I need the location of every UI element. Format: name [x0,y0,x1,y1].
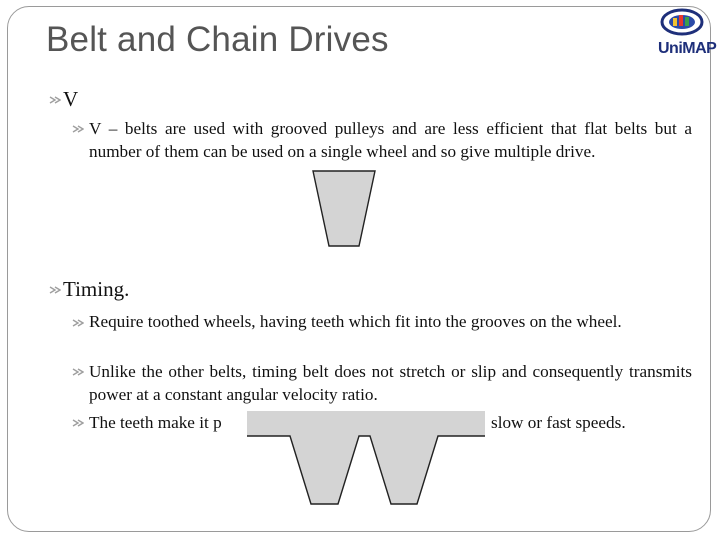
timing-teeth-text-end: slow or fast speeds. [491,413,626,432]
bullet-arrow-icon [72,418,84,428]
bullet-arrow-icon [49,95,61,105]
timing-no-slip-text: Unlike the other belts, timing belt does not stretch or slip and consequently transmits power at a constant angular velocity ratio. [89,362,692,404]
bullet-arrow-icon [72,124,84,134]
timing-belt-cross-section-image [246,410,486,506]
bullet-v: V [63,87,79,111]
timing-requirement-text: Require toothed wheels, having teeth which fit into the grooves on the wheel. [89,312,622,331]
slide-title: Belt and Chain Drives [46,20,389,59]
bullet-arrow-icon [49,285,61,295]
bullet-arrow-icon [72,367,84,377]
timing-teeth-text-start: The teeth make it p [89,413,222,432]
unimap-logo-icon [654,6,720,68]
bullet-arrow-icon [72,318,84,328]
bullet-timing: Timing. [63,277,130,301]
v-belt-description: V – belts are used with grooved pulleys and are less efficient that flat belts but a number of them can be used on a single wheel and so give multiple drive. [89,119,692,161]
v-belt-cross-section-image [312,170,376,248]
logo-text: UniMAP [658,40,717,57]
